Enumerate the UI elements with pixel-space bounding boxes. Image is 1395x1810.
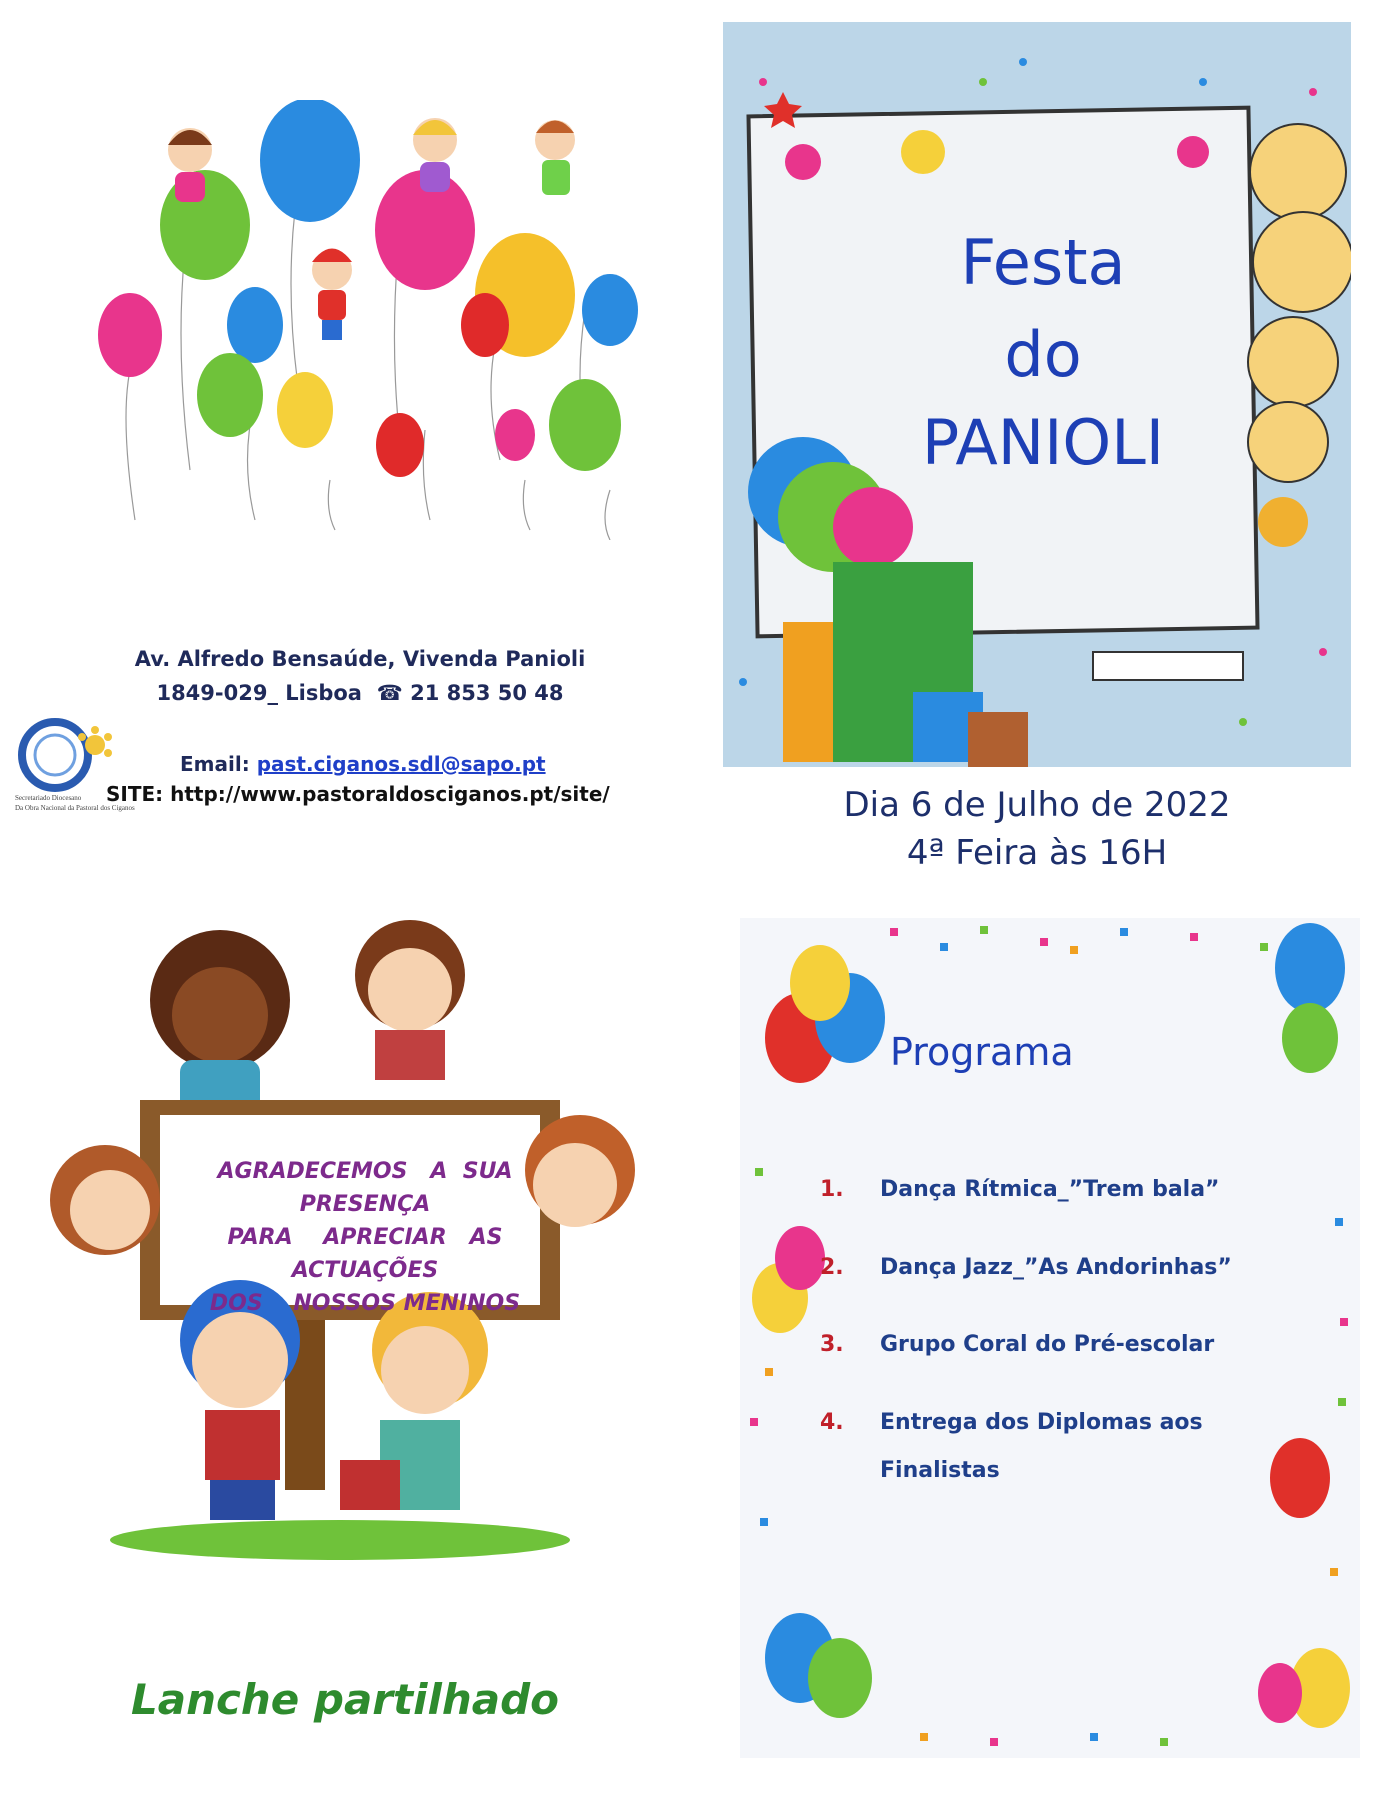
email-link[interactable]: past.ciganos.sdl@sapo.pt bbox=[256, 752, 546, 776]
phone-number: 21 853 50 48 bbox=[410, 681, 564, 705]
program-item bbox=[820, 1332, 1214, 1357]
event-date: Dia 6 de Julho de 2022 bbox=[843, 785, 1231, 825]
svg-text:Da Obra Nacional da Pastoral d: Da Obra Nacional da Pastoral dos Ciganos bbox=[15, 804, 135, 812]
program-item bbox=[820, 1177, 1220, 1202]
sign-line: PRESENÇA bbox=[299, 1192, 431, 1217]
sign-message bbox=[195, 1155, 535, 1320]
email-line bbox=[180, 752, 546, 776]
program-item-label: Dança Jazz_”As Andorinhas” bbox=[880, 1255, 1232, 1280]
program-item-number: 3. bbox=[820, 1332, 844, 1357]
program-item-number: 2. bbox=[820, 1255, 844, 1280]
site-url[interactable]: SITE: http://www.pastoraldosciganos.pt/site/ bbox=[106, 782, 610, 806]
poster-title-line1: Festa bbox=[960, 226, 1126, 299]
event-time: 4ª Feira às 16H bbox=[906, 833, 1168, 873]
sign-line: ACTUAÇÕES bbox=[291, 1258, 439, 1283]
program-item-label: Dança Rítmica_”Trem bala” bbox=[880, 1177, 1220, 1202]
festa-poster bbox=[723, 22, 1351, 767]
poster-title-line3: PANIOLI bbox=[921, 406, 1165, 479]
program-item-label: Grupo Coral do Pré-escolar bbox=[880, 1332, 1215, 1357]
address-line: Av. Alfredo Bensaúde, Vivenda Panioli bbox=[134, 647, 586, 671]
email-label: Email: bbox=[180, 752, 250, 776]
sign-line: DOS NOSSOS MENINOS bbox=[209, 1291, 521, 1316]
program-item-number: 1. bbox=[820, 1177, 844, 1202]
program-item-number: 4. bbox=[820, 1410, 844, 1435]
postal-code: 1849-029_ Lisboa bbox=[156, 681, 362, 705]
program-item bbox=[820, 1410, 1203, 1435]
postal-phone-line bbox=[60, 681, 660, 705]
svg-text:Secretariado Diocesano: Secretariado Diocesano bbox=[15, 794, 82, 802]
sign-line: PARA APRECIAR AS bbox=[227, 1225, 503, 1250]
program-item bbox=[820, 1255, 1232, 1280]
balloons-illustration bbox=[80, 100, 660, 540]
phone-icon: ☎ bbox=[376, 681, 403, 705]
program-item-continuation: Finalistas bbox=[880, 1458, 1000, 1483]
lanche-heading: Lanche partilhado bbox=[130, 1675, 560, 1724]
programa-title: Programa bbox=[890, 1030, 1074, 1074]
poster-title-line2: do bbox=[1004, 318, 1082, 391]
program-item-label: Entrega dos Diplomas aos bbox=[880, 1410, 1203, 1435]
sign-line: AGRADECEMOS A SUA bbox=[217, 1159, 513, 1184]
